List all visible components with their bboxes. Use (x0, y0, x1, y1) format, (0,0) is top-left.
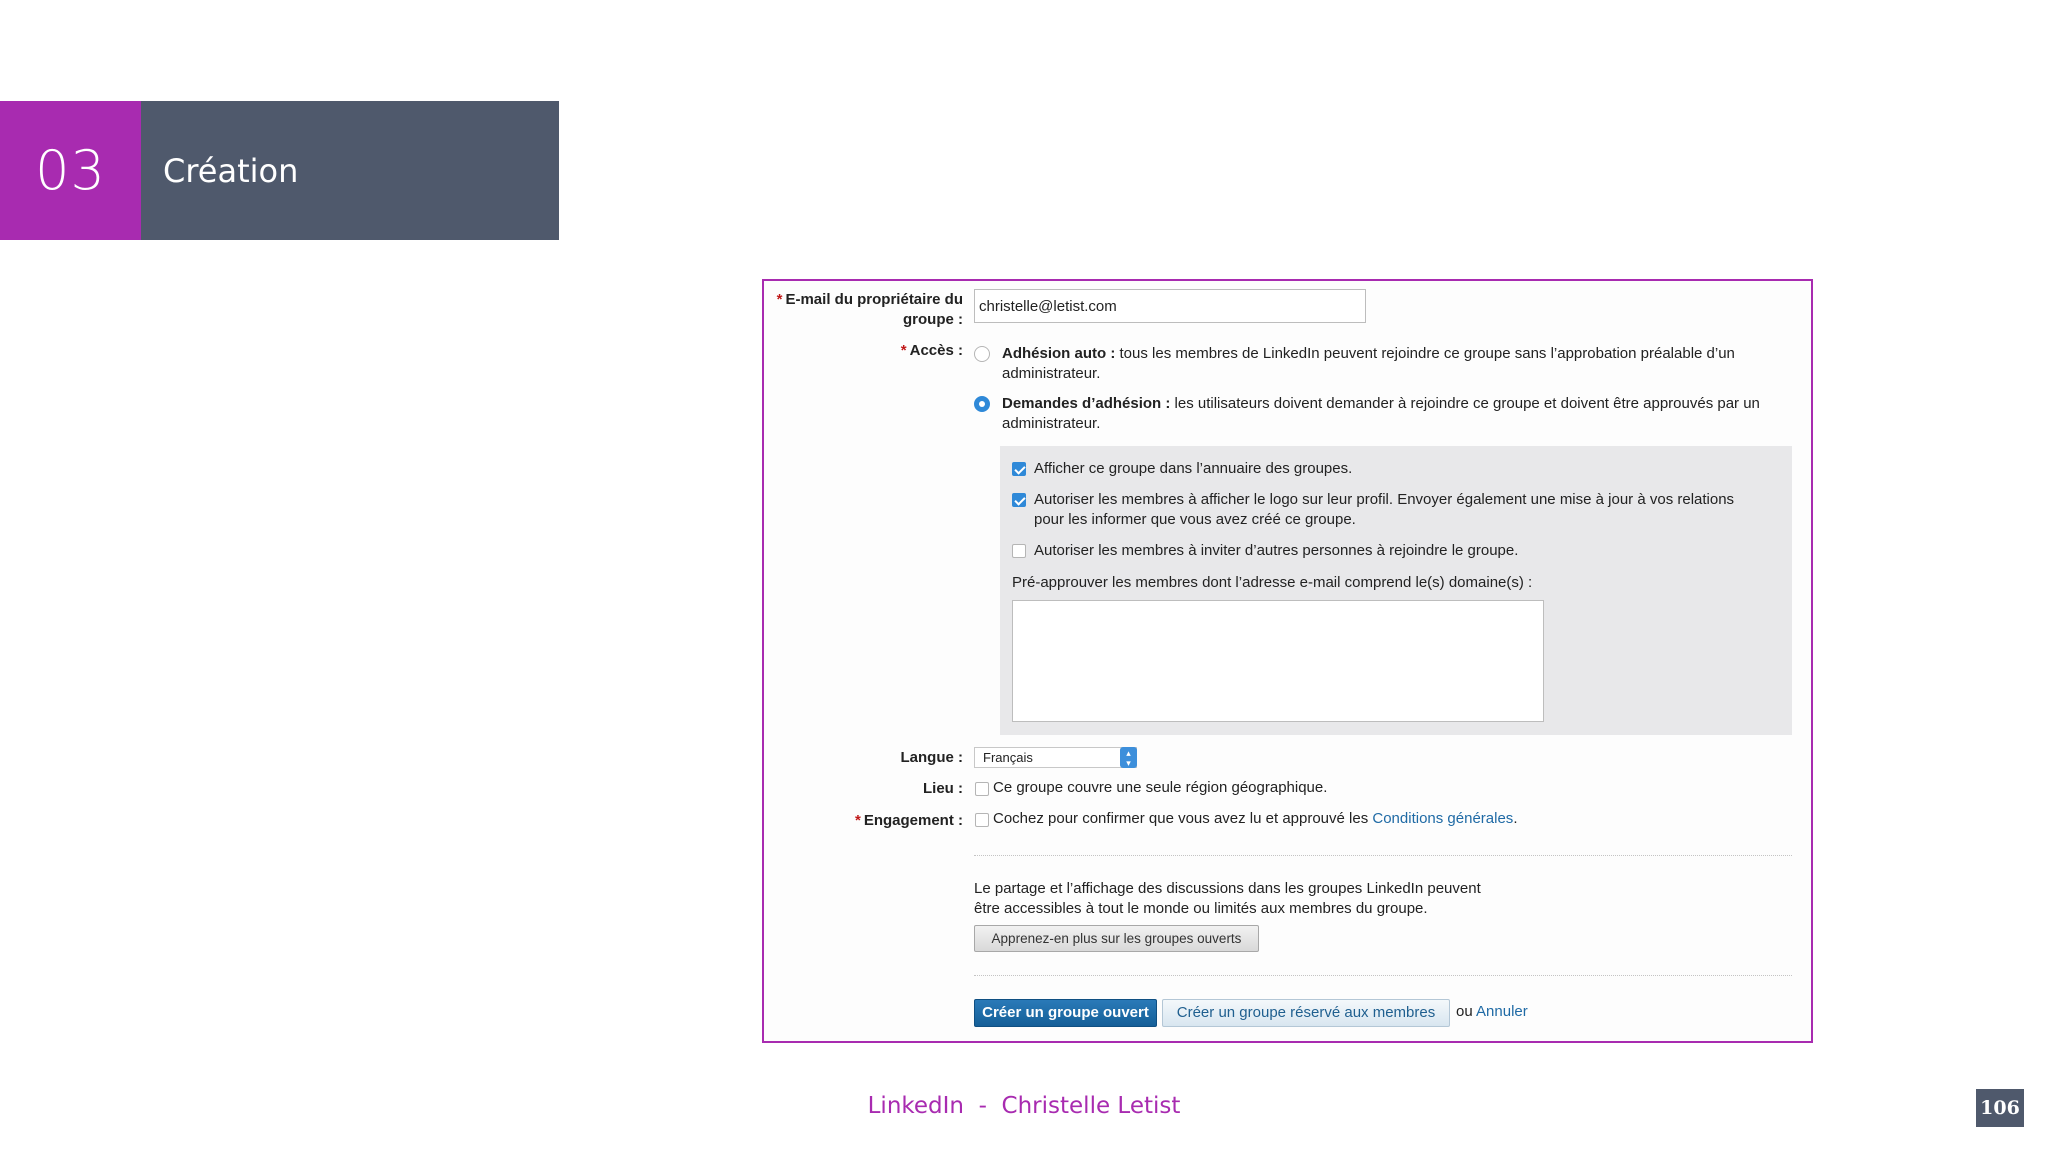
location-label: Lieu : (923, 780, 963, 797)
preapprove-domains-textarea[interactable] (1012, 600, 1544, 722)
invite-label: Autoriser les membres à inviter d’autres personnes à rejoindre le groupe. (1034, 542, 1519, 559)
footer-text: LinkedIn - Christelle Letist (867, 1093, 1181, 1119)
engagement-checkbox[interactable] (975, 813, 989, 827)
required-marker: * (776, 291, 783, 308)
invite-checkbox[interactable] (1012, 544, 1026, 558)
logo-checkbox[interactable] (1012, 493, 1026, 507)
or-cancel: ou Annuler (1456, 1003, 1528, 1020)
create-open-group-button[interactable]: Créer un groupe ouvert (974, 999, 1157, 1027)
email-label: * E-mail du propriétaire du groupe : (776, 291, 963, 328)
preapprove-label: Pré-approuver les membres dont l’adresse e-mail comprend le(s) domaine(s) : (1012, 574, 1533, 591)
cancel-link[interactable]: Annuler (1476, 1003, 1528, 1020)
select-arrows-icon: ▴ ▾ (1120, 747, 1137, 768)
language-label: Langue : (900, 749, 963, 766)
access-settings-panel (1000, 446, 1792, 735)
access-request-option: Demandes d’adhésion : les utilisateurs doivent demander à rejoindre ce groupe et doivent être approuvés par un administrateur. (1002, 395, 1760, 432)
learn-more-open-groups-button[interactable]: Apprenez-en plus sur les groupes ouverts (974, 925, 1259, 952)
screenshot-frame (762, 279, 1813, 1043)
section-number: 03 (0, 101, 141, 240)
engagement-label: * Engagement : (854, 812, 963, 829)
create-members-only-group-button[interactable]: Créer un groupe réservé aux membres (1162, 999, 1450, 1027)
access-request-radio[interactable] (974, 396, 990, 412)
access-auto-radio[interactable] (974, 346, 990, 362)
divider (974, 855, 1792, 856)
location-checkbox[interactable] (975, 782, 989, 796)
access-label: * Accès : (900, 342, 963, 359)
divider (974, 975, 1792, 976)
create-group-form (764, 281, 1811, 1041)
page-number: 106 (1976, 1089, 2024, 1127)
engagement-text: Cochez pour confirmer que vous avez lu et approuvé les Conditions générales. (993, 810, 1518, 827)
language-select[interactable]: Français ▴ ▾ (974, 747, 1137, 768)
access-auto-option: Adhésion auto : tous les membres de LinkedIn peuvent rejoindre ce groupe sans l’approbation préalable d’un administrateur. (1002, 345, 1735, 382)
section-title: Création (141, 101, 559, 240)
sharing-info-text: Le partage et l’affichage des discussions dans les groupes LinkedIn peuvent être accessibles à tout le monde ou limités aux membres du groupe. (974, 880, 1481, 917)
terms-link[interactable]: Conditions générales (1372, 810, 1514, 827)
logo-label: Autoriser les membres à afficher le logo sur leur profil. Envoyer également une mise à jour à vos relations pour les informer que vous avez créé ce groupe. (1034, 491, 1735, 528)
directory-checkbox[interactable] (1012, 462, 1026, 476)
owner-email-input[interactable] (974, 289, 1366, 323)
location-text: Ce groupe couvre une seule région géographique. (993, 779, 1328, 796)
directory-label: Afficher ce groupe dans l’annuaire des groupes. (1034, 460, 1353, 477)
